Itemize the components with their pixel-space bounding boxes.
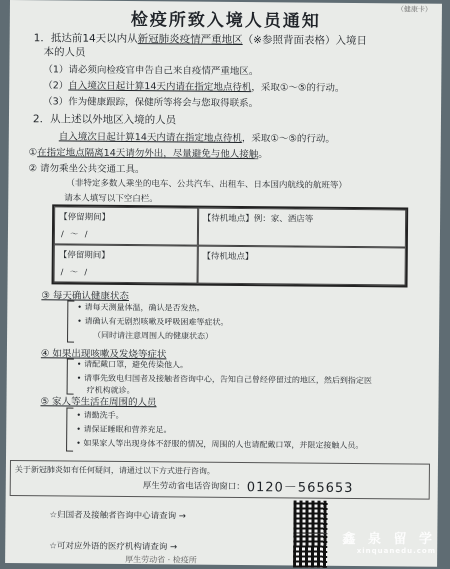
section4-bracket <box>67 359 74 395</box>
stay-period-cell-1[interactable]: 【停留期间】 / ～ / <box>54 206 198 245</box>
action-2: ② 请勿乘坐公共交通工具。 <box>28 163 145 176</box>
action-2-note: （非特定多数人乘坐的电车、公共汽车、出租车、日本国内航线的航班等） <box>66 178 347 191</box>
footer-medical-institutions[interactable]: ☆可对应外语的医疗机构请查询 → <box>49 541 178 553</box>
section5-item-3: • 如果家人等出现身体不舒服的情况，周围的人也请配戴口罩，并限定接触人员。 <box>76 438 364 451</box>
section2-heading: 2．从上述以外地区入境的人员 <box>32 113 177 127</box>
action-1: ①在指定地点隔离14天请勿外出，尽量避免与他人接触。 <box>28 147 268 161</box>
section4-item-2: • 请事先致电归国者及接触者咨询中心，告知自己曾经停留过的地区，然后到指定医 <box>76 373 372 386</box>
section1-item-1: （1）请必须向检疫官申告自己来自疫情严重地区。 <box>43 64 259 78</box>
stay-period-cell-2[interactable]: 【停留期间】 / ～ / <box>54 244 198 283</box>
date-blank-2: / ～ / <box>60 267 90 277</box>
contact-org: 厚生劳动省电话咨询窗口： <box>142 481 245 493</box>
health-card-tag: （健康卡） <box>396 5 432 14</box>
section5-item-2: • 请保证睡眠和营养充足。 <box>76 424 172 435</box>
section5-heading: ⑤ 家人等生活在周围的人员 <box>40 396 157 409</box>
section4-heading: ④ 如果出现咳嗽及发烧等症状 <box>40 348 167 361</box>
section3-item-2: • 请确认有无剧烈咳嗽及呼吸困难等症状。 <box>77 316 229 327</box>
fill-instruction: 请本人填写以下空白栏。 <box>64 193 158 205</box>
section4-item-1: • 请配戴口罩，避免传染他人。 <box>76 359 189 370</box>
section3-item-1: • 请每天测量体温，确认是否发热。 <box>77 302 205 313</box>
notice-paper <box>5 0 442 567</box>
section3-bracket <box>67 301 74 343</box>
date-blank-1: / ～ / <box>60 229 90 239</box>
footer-org: 厚生劳动省 · 检疫所 <box>125 555 197 565</box>
qr-code-icon[interactable] <box>293 500 327 534</box>
fill-in-table <box>52 204 409 287</box>
standby-place-cell-1[interactable]: 【待机地点】例：家、酒店等 <box>198 208 407 248</box>
section1-heading: 1．抵达前14天以内从新冠肺炎疫情严重地区（※参照背面表格）入境日 <box>33 32 368 48</box>
section1-item-2: （2）自入境次日起计算14天内请在指定地点待机，采取①～⑤的行动。 <box>43 80 345 94</box>
contact-box <box>10 460 430 500</box>
section4-item-3: 疗机构就诊。 <box>86 385 135 396</box>
contact-line: 关于新冠肺炎如有任何疑问，请通过以下方式进行咨询。 <box>14 465 215 476</box>
watermark: 鑫 泉 留 学 xinquanedu.com <box>342 532 436 555</box>
section3-heading: ③ 每天确认健康状态 <box>41 290 130 303</box>
section5-item-1: • 请勤洗手。 <box>76 410 124 421</box>
contact-phone[interactable]: 0120－565653 <box>246 480 354 497</box>
section1-heading-line2: 本的人员 <box>43 46 86 59</box>
section5-bracket <box>66 408 73 452</box>
section1-item-3: （3）作为健康跟踪，保健所等将会与您取得联系。 <box>43 96 259 110</box>
footer-consult-center[interactable]: ☆归国者及接触者咨询中心请查询 → <box>49 510 186 522</box>
standby-place-cell-2[interactable]: 【待机地点】 <box>197 246 406 286</box>
section3-item-3: （同时请注意周围人的健康状态） <box>93 330 214 341</box>
section2-intro: 自入境次日起计算14天内请在指定地点待机，采取①～⑤的行动。 <box>58 131 335 145</box>
notice-title: 检疫所致入境人员通知 <box>130 10 321 32</box>
